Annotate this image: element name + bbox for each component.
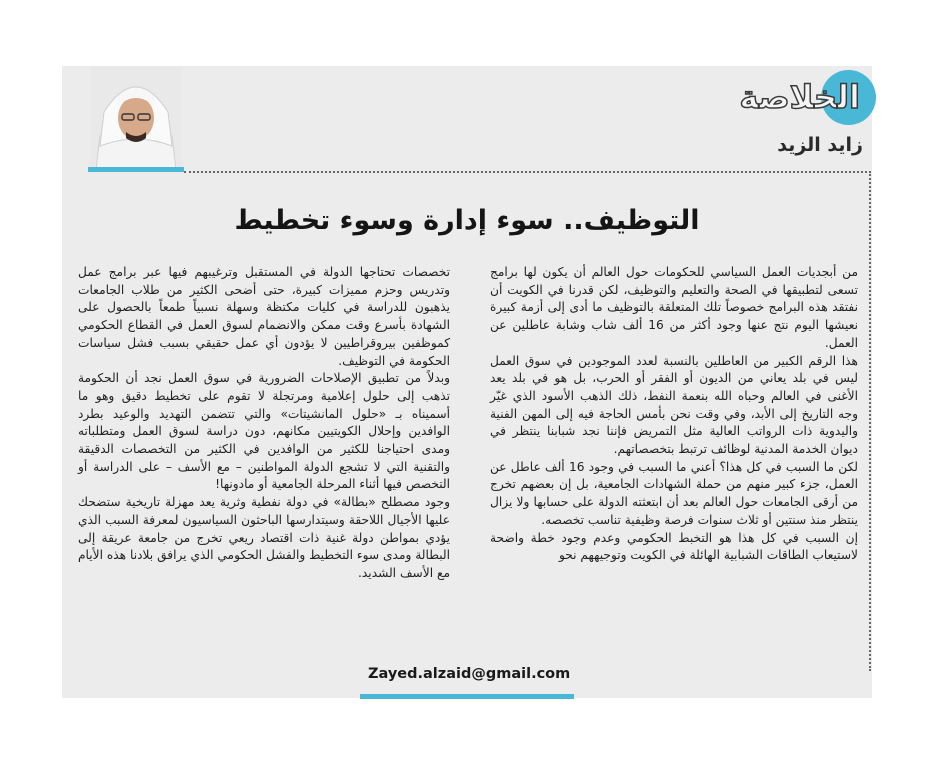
paragraph: وبدلاً من تطبيق الإصلاحات الضرورية في سوق العمل نجد أن الحكومة تذهب إلى حلول إعلامية ومرتجلة لا تقوم على تخطيط دقيق وهو ما أسميناه بـ «حلول المانشيتات» والتي تتضمن التهديد والوعيد بطرد الوافدين وإحلال الكويتيين مكانهم، دون دراسة لسوق العمل ومتطلباته ومدى احتياجنا للكثير من الوافدين في الكثير من التخصصات الدقيقة والتقنية التي لا تشجع الدولة المواطنين – مع الأسف – على الدراسة أو التخصص فيها أثناء المرحلة الجامعية أو مادونها! — [78, 371, 450, 492]
author-photo — [90, 66, 182, 170]
author-name: زايد الزيد — [777, 134, 863, 156]
paragraph: إن السبب في كل هذا هو التخبط الحكومي وعدم وجود خطة واضحة لاستيعاب الطاقات الشبابية الهائلة في الكويت وتوجيههم نحو — [490, 530, 858, 563]
paragraph: من أبجديات العمل السياسي للحكومات حول العالم أن يكون لها برامج تسعى لتطبيقها في الصحة والتعليم والتوظيف، لكن قدرنا في الكويت أن نفتقد هذه البرامج خصوصاً تلك المتعلقة بالتوظيف ما أدى إلى أزمة كبيرة نعيشها اليوم نتج عنها وجود أكثر من 16 ألف شاب وشابة عاطلين عن العمل. — [490, 265, 858, 350]
article-column-right — [490, 264, 858, 565]
paragraph: تخصصات تحتاجها الدولة في المستقبل وترغيبهم فيها عبر برامج عمل وتدريس وحزم مميزات كبيرة، حتى أضحى الكثير من طلاب الجامعات يذهبون للدراسة في كليات مكتظة وسهلة نسبياً طمعاً بالحصول على الشهادة بأسرع وقت ممكن والانضمام لسوق العمل في القطاع الحكومي كموظفين بيروقراطيين لا يؤدون أي عمل حقيقي بسبب فشل سياسات الحكومة في التوظيف. — [78, 265, 450, 368]
column-logo — [736, 70, 876, 126]
email-accent-bar — [360, 694, 574, 699]
logo-text: الخلاصة — [739, 78, 860, 116]
author-email: Zayed.alzaid@gmail.com — [368, 666, 571, 682]
author-photo-accent-bar — [88, 167, 184, 172]
article-column-left — [78, 264, 450, 583]
paragraph: لكن ما السبب في كل هذا؟ أعني ما السبب في وجود 16 ألف عاطل عن العمل، جزء كبير منهم من حملة الشهادات الجامعية، بل إن بعضهم تخرج من أرقى الجامعات حول العالم بعد أن ابتعثته الدولة على حسابها ولا يزال ينتظر منذ سنتين أو ثلاث سنوات فرصة وظيفية تناسب تخصصه. — [490, 459, 858, 527]
side-divider — [869, 171, 871, 671]
paragraph: هذا الرقم الكبير من العاطلين بالنسبة لعدد الموجودين في سوق العمل ليس في بلد يعاني من الديون أو الفقر أو الحرب، بل هو في بلد يعد الأغنى في العالم وحباه الله بنعمة النفط، ذلك الذهب الأسود الذي غيّر وجه التاريخ إلى الأبد، وفي وقت نحن بأمس الحاجة فيه إلى المهن الفنية واليدوية ذات الرواتب العالية مثل التمريض فإننا نجد شبابنا ينتظر في ديوان الخدمة المدنية لوظائف ترتبط بتخصصاتهم. — [490, 353, 858, 457]
paragraph: وجود مصطلح «بطالة» في دولة نفطية وثرية يعد مهزلة تاريخية ستضحك عليها الأجيال اللاحقة وسيتدارسها الباحثون السياسيون لمعرفة السبب الذي يؤدي بمواطن دولة غنية ذات اقتصاد ريعي تخرج من جامعة عريقة إلى البطالة ومدى سوء التخطيط والفشل الحكومي الذي يرافق بلادنا هذه الأيام مع الأسف الشديد. — [78, 495, 450, 580]
article-title: التوظيف.. سوء إدارة وسوء تخطيط — [234, 205, 700, 236]
header-divider — [184, 171, 871, 173]
author-portrait-icon — [90, 66, 182, 170]
